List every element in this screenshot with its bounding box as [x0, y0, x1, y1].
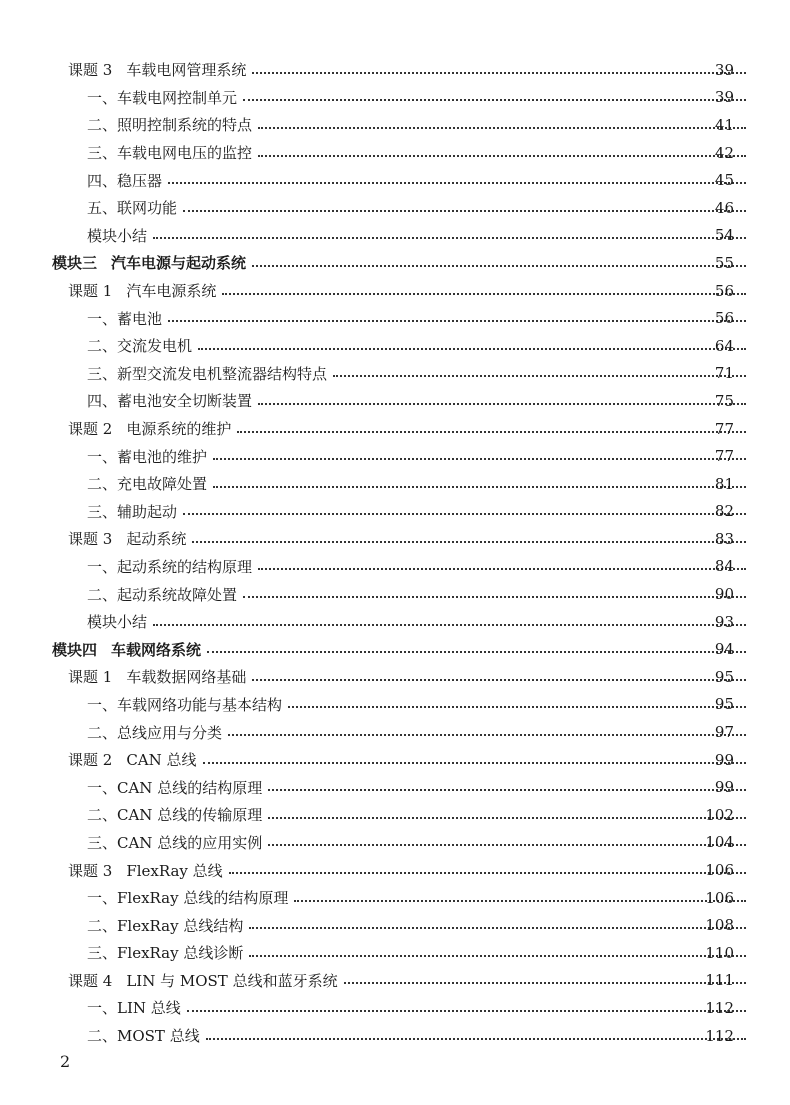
toc-entry-item — [0, 580, 790, 608]
toc-entry-title — [87, 363, 327, 384]
dot-leader — [258, 127, 746, 129]
dot-leader — [258, 568, 746, 570]
toc-entry-title — [68, 418, 231, 439]
dot-leader — [258, 403, 746, 405]
toc-entry-item — [0, 387, 790, 415]
toc-entry-title — [87, 473, 207, 494]
toc-entry-item — [0, 718, 790, 746]
toc-entry-text: 三、CAN 总线的应用实例 — [87, 833, 263, 852]
dot-leader — [183, 513, 746, 515]
toc-entry-page: 84 — [714, 557, 734, 576]
toc-entry-page: 75 — [714, 391, 734, 410]
toc-entry-page: 77 — [714, 419, 734, 438]
toc-entry-page: 106 — [705, 861, 734, 880]
dot-leader — [268, 817, 746, 819]
toc-entry-text: 三、新型交流发电机整流器结构特点 — [87, 364, 328, 383]
toc-entry-lesson — [0, 56, 790, 84]
toc-entry-text: 一、起动系统的结构原理 — [87, 557, 253, 576]
dot-leader — [228, 734, 746, 736]
toc-entry-text: CAN 总线 — [126, 751, 197, 770]
page-number: 2 — [60, 1052, 71, 1071]
toc-entry-page: 39 — [714, 60, 734, 79]
toc-entry-item — [0, 166, 790, 194]
toc-entry-page: 104 — [705, 833, 734, 852]
toc-entry-label: 课题 2 — [68, 420, 113, 439]
toc-entry-text: 二、MOST 总线 — [87, 1027, 200, 1046]
toc-entry-text: 四、稳压器 — [87, 171, 163, 190]
toc-entry-title — [68, 749, 197, 770]
toc-entry-page: 93 — [714, 612, 734, 631]
toc-entry-title — [87, 225, 147, 246]
toc-entry-title — [52, 252, 246, 273]
dot-leader — [207, 651, 746, 653]
dot-leader — [168, 182, 746, 184]
toc-entry-title — [87, 997, 181, 1018]
dot-leader — [198, 348, 746, 350]
toc-entry-item — [0, 194, 790, 222]
dot-leader — [258, 155, 746, 157]
toc-entry-page: 112 — [705, 1026, 734, 1045]
toc-entry-page: 108 — [705, 916, 734, 935]
dot-leader — [243, 99, 746, 101]
dot-leader — [249, 955, 746, 957]
toc-entry-chapter — [0, 249, 790, 277]
dot-leader — [252, 72, 746, 74]
toc-entry-text: 一、FlexRay 总线的结构原理 — [87, 889, 289, 908]
toc-entry-label: 课题 3 — [68, 61, 113, 80]
toc-entry-title — [87, 197, 177, 218]
toc-entry-title — [87, 501, 177, 522]
dot-leader — [252, 265, 746, 267]
dot-leader — [153, 237, 746, 239]
toc-entry-page: 56 — [714, 309, 734, 328]
toc-entry-text: 车载网络系统 — [111, 640, 202, 659]
toc-entry-page: 71 — [714, 364, 734, 383]
toc-entry-label: 课题 2 — [68, 751, 113, 770]
toc-entry-item — [0, 608, 790, 636]
toc-entry-text: 五、联网功能 — [87, 199, 178, 218]
toc-entry-title — [87, 804, 262, 825]
toc-entry-page: 95 — [714, 667, 734, 686]
toc-entry-item — [0, 442, 790, 470]
dot-leader — [288, 706, 746, 708]
toc-entry-title — [87, 170, 162, 191]
toc-entry-title — [68, 59, 246, 80]
dot-leader — [268, 844, 746, 846]
dot-leader — [187, 1010, 746, 1012]
toc-entry-title — [87, 335, 192, 356]
toc-entry-page: 56 — [714, 281, 734, 300]
dot-leader — [168, 320, 746, 322]
toc-entry-title — [87, 556, 252, 577]
toc-entry-text: FlexRay 总线 — [126, 861, 223, 880]
dot-leader — [333, 375, 746, 377]
toc-entry-page: 55 — [714, 253, 734, 272]
toc-entry-text: 起动系统 — [126, 530, 187, 549]
toc-entry-title — [68, 860, 223, 881]
toc-entry-page: 83 — [714, 529, 734, 548]
dot-leader — [183, 210, 746, 212]
toc-entry-title — [87, 694, 282, 715]
toc-entry-page: 82 — [714, 502, 734, 521]
toc-entry-lesson — [0, 277, 790, 305]
toc-entry-page: 102 — [705, 805, 734, 824]
dot-leader — [213, 458, 746, 460]
toc-entry-lesson — [0, 967, 790, 995]
toc-entry-page: 77 — [714, 447, 734, 466]
toc-entry-page: 110 — [705, 943, 734, 962]
toc-entry-text: 一、CAN 总线的结构原理 — [87, 778, 263, 797]
toc-entry-page: 42 — [714, 143, 734, 162]
toc-entry-text: 三、FlexRay 总线诊断 — [87, 944, 244, 963]
toc-entry-item — [0, 111, 790, 139]
toc-entry-page: 54 — [714, 226, 734, 245]
toc-entry-title — [87, 777, 262, 798]
toc-entry-title — [68, 666, 246, 687]
toc-entry-label: 模块三 — [52, 254, 98, 273]
dot-leader — [249, 927, 746, 929]
table-of-contents — [0, 56, 790, 1049]
toc-entry-page: 112 — [705, 998, 734, 1017]
toc-entry-text: 三、辅助起动 — [87, 502, 178, 521]
toc-entry-page: 111 — [705, 971, 734, 990]
toc-entry-page: 90 — [714, 585, 734, 604]
toc-entry-item — [0, 84, 790, 112]
toc-entry-item — [0, 829, 790, 857]
toc-entry-text: 四、蓄电池安全切断装置 — [87, 392, 253, 411]
toc-entry-item — [0, 773, 790, 801]
toc-entry-item — [0, 884, 790, 912]
dot-leader — [153, 624, 746, 626]
toc-entry-title — [87, 142, 252, 163]
toc-entry-label: 课题 1 — [68, 282, 113, 301]
toc-entry-lesson — [0, 663, 790, 691]
toc-entry-item — [0, 332, 790, 360]
toc-entry-label: 课题 4 — [68, 971, 113, 990]
toc-entry-label: 课题 3 — [68, 530, 113, 549]
toc-entry-text: 模块小结 — [87, 226, 148, 245]
toc-entry-text: 二、CAN 总线的传输原理 — [87, 806, 263, 825]
toc-entry-text: 二、充电故障处置 — [87, 475, 208, 494]
dot-leader — [213, 486, 746, 488]
toc-entry-title — [87, 915, 243, 936]
toc-entry-page: 99 — [714, 778, 734, 797]
toc-entry-lesson — [0, 525, 790, 553]
toc-entry-title — [87, 611, 147, 632]
toc-entry-page: 95 — [714, 695, 734, 714]
toc-entry-page: 106 — [705, 888, 734, 907]
toc-entry-text: 三、车载电网电压的监控 — [87, 144, 253, 163]
toc-entry-title — [87, 832, 262, 853]
toc-entry-text: 一、蓄电池的维护 — [87, 447, 208, 466]
dot-leader — [237, 431, 746, 433]
dot-leader — [229, 872, 746, 874]
toc-entry-text: 一、车载电网控制单元 — [87, 88, 238, 107]
toc-entry-title — [87, 1025, 200, 1046]
toc-entry-page: 94 — [714, 640, 734, 659]
dot-leader — [206, 1038, 746, 1040]
toc-entry-title — [87, 584, 237, 605]
toc-entry-page: 46 — [714, 198, 734, 217]
toc-entry-title — [68, 528, 186, 549]
toc-entry-item — [0, 222, 790, 250]
toc-entry-text: 一、车载网络功能与基本结构 — [87, 695, 283, 714]
dot-leader — [192, 541, 746, 543]
toc-entry-label: 模块四 — [52, 640, 98, 659]
dot-leader — [252, 679, 746, 681]
toc-entry-item — [0, 691, 790, 719]
toc-entry-item — [0, 360, 790, 388]
toc-entry-item — [0, 801, 790, 829]
toc-entry-item — [0, 994, 790, 1022]
toc-entry-lesson — [0, 746, 790, 774]
dot-leader — [203, 762, 746, 764]
dot-leader — [222, 293, 746, 295]
toc-entry-label: 课题 1 — [68, 668, 113, 687]
toc-entry-page: 39 — [714, 88, 734, 107]
toc-entry-title — [87, 114, 252, 135]
toc-entry-page: 99 — [714, 750, 734, 769]
toc-entry-lesson — [0, 415, 790, 443]
toc-entry-text: 二、FlexRay 总线结构 — [87, 916, 244, 935]
dot-leader — [243, 596, 746, 598]
toc-entry-item — [0, 553, 790, 581]
toc-entry-item — [0, 1022, 790, 1050]
toc-entry-title — [52, 639, 201, 660]
toc-entry-text: 二、起动系统故障处置 — [87, 585, 238, 604]
toc-entry-item — [0, 939, 790, 967]
toc-entry-title — [87, 308, 162, 329]
toc-entry-text: 二、总线应用与分类 — [87, 723, 223, 742]
toc-entry-text: 车载电网管理系统 — [126, 61, 247, 80]
dot-leader — [294, 900, 746, 902]
dot-leader — [344, 982, 746, 984]
dot-leader — [268, 789, 746, 791]
toc-entry-text: 一、蓄电池 — [87, 309, 163, 328]
toc-entry-label: 课题 3 — [68, 861, 113, 880]
toc-entry-chapter — [0, 635, 790, 663]
toc-entry-page: 41 — [714, 115, 734, 134]
toc-entry-text: 二、照明控制系统的特点 — [87, 116, 253, 135]
toc-entry-text: 电源系统的维护 — [126, 420, 232, 439]
toc-entry-item — [0, 470, 790, 498]
toc-entry-title — [68, 280, 216, 301]
toc-entry-text: 模块小结 — [87, 613, 148, 632]
toc-entry-item — [0, 498, 790, 526]
toc-entry-title — [87, 722, 222, 743]
toc-entry-page: 45 — [714, 171, 734, 190]
toc-entry-item — [0, 911, 790, 939]
toc-entry-item — [0, 139, 790, 167]
toc-entry-text: 车载数据网络基础 — [126, 668, 247, 687]
toc-entry-title — [87, 446, 207, 467]
toc-entry-title — [87, 390, 252, 411]
toc-entry-item — [0, 304, 790, 332]
toc-entry-title — [68, 970, 338, 991]
toc-entry-page: 64 — [714, 336, 734, 355]
toc-entry-text: 二、交流发电机 — [87, 337, 193, 356]
toc-entry-lesson — [0, 856, 790, 884]
toc-entry-text: 汽车电源系统 — [126, 282, 217, 301]
toc-entry-title — [87, 942, 243, 963]
toc-entry-text: 一、LIN 总线 — [87, 999, 181, 1018]
toc-entry-text: LIN 与 MOST 总线和蓝牙系统 — [126, 971, 338, 990]
toc-entry-title — [87, 887, 288, 908]
toc-entry-title — [87, 87, 237, 108]
toc-entry-page: 97 — [714, 723, 734, 742]
toc-entry-page: 81 — [714, 474, 734, 493]
toc-entry-text: 汽车电源与起动系统 — [111, 254, 247, 273]
